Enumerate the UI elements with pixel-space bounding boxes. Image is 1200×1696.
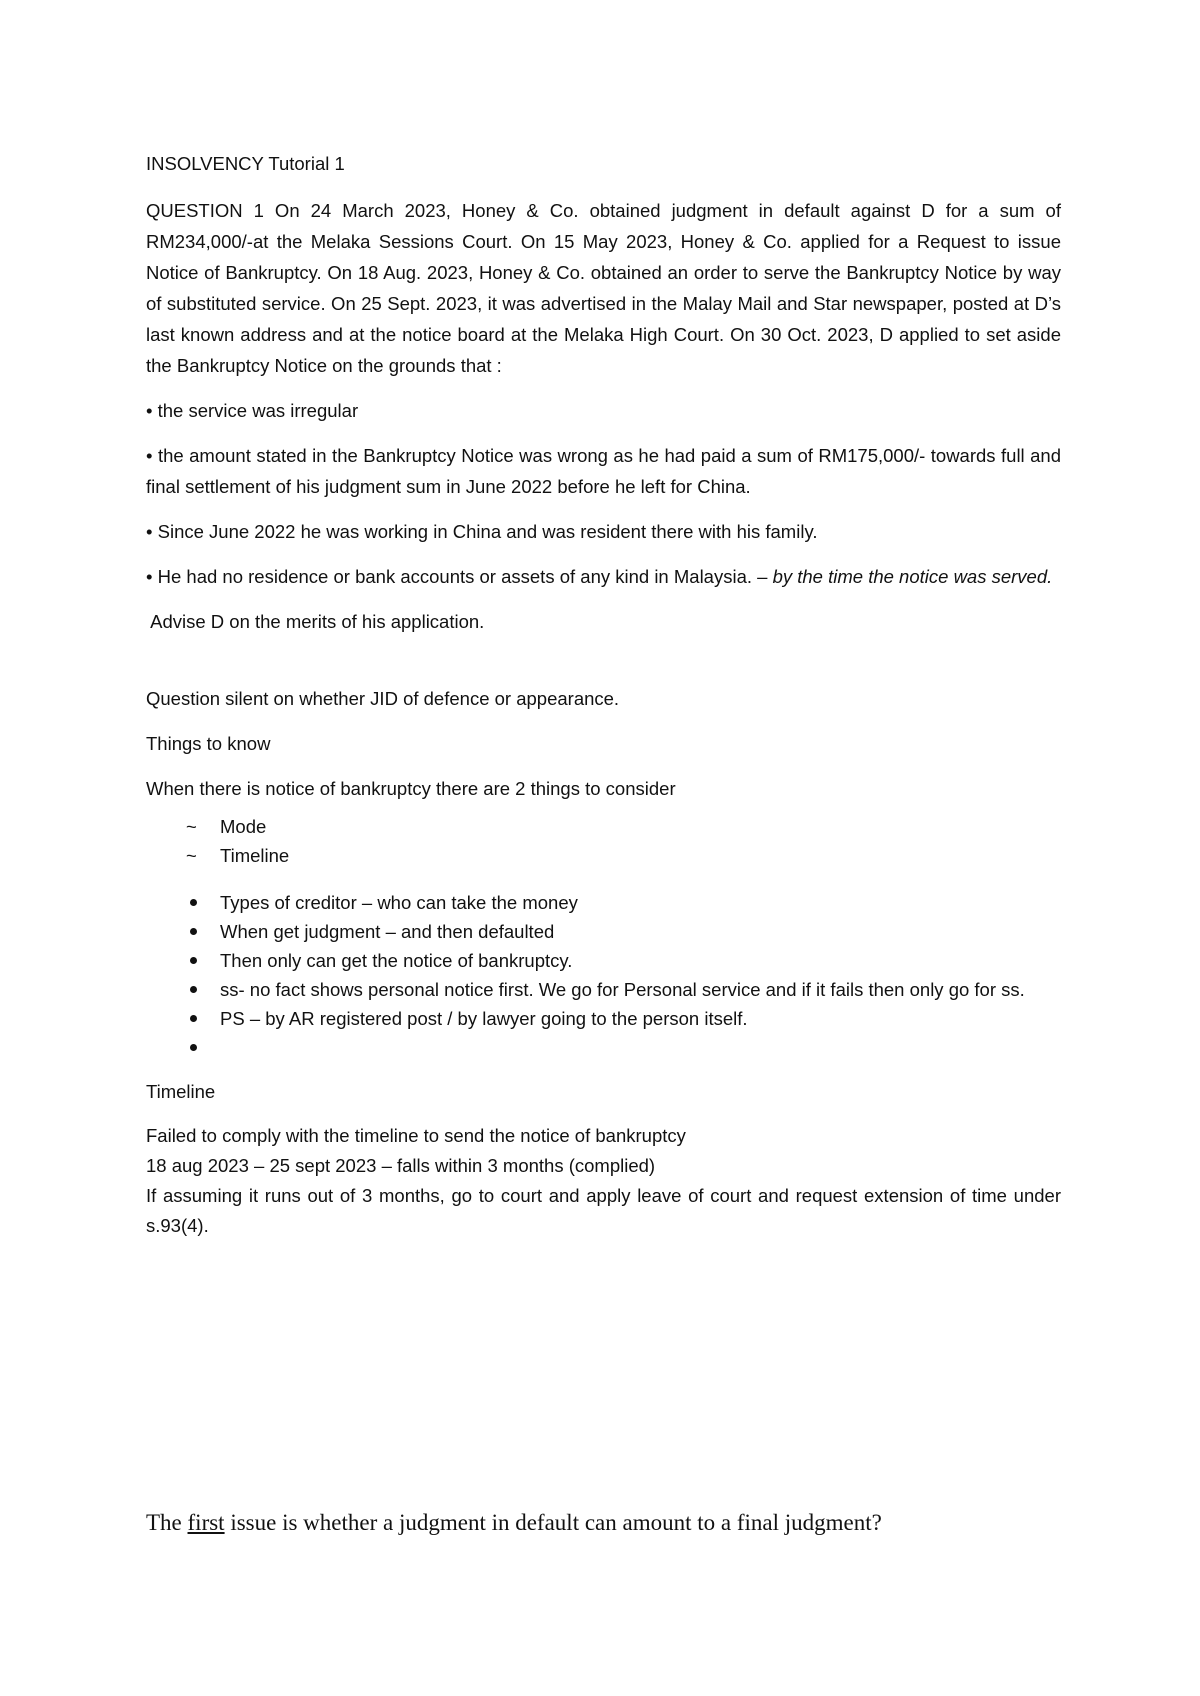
ground-text: • He had no residence or bank accounts or assets of any kind in Malaysia. – <box>146 566 773 587</box>
consider-list <box>146 812 1061 870</box>
notice-consider-line: When there is notice of bankruptcy there are 2 things to consider <box>146 778 676 799</box>
ground-item: • Since June 2022 he was working in China and was resident there with his family. <box>146 521 818 542</box>
bullet-icon <box>190 899 197 906</box>
timeline-heading: Timeline <box>146 1081 216 1102</box>
list-item <box>146 812 1061 841</box>
tilde-marker: ~ <box>186 816 197 837</box>
list-item <box>146 975 1061 1004</box>
list-item <box>146 917 1061 946</box>
note-text: Then only can get the notice of bankruptcy. <box>220 950 573 971</box>
advise-line: Advise D on the merits of his application. <box>146 611 485 632</box>
ground-item: • the amount stated in the Bankruptcy Notice was wrong as he had paid a sum of RM175,000/- towards full and final settlement of his judgment sum in June 2022 before he left for China. <box>146 445 1061 497</box>
silent-note: Question silent on whether JID of defence or appearance. <box>146 688 620 709</box>
list-item <box>146 1033 1061 1062</box>
first-issue-statement <box>146 1508 1061 1538</box>
bullet-icon <box>190 1044 197 1051</box>
ground-item: • the service was irregular <box>146 400 359 421</box>
timeline-line: Failed to comply with the timeline to send the notice of bankruptcy <box>146 1125 686 1146</box>
consider-item-mode: Mode <box>220 816 267 837</box>
ground-item <box>146 561 1061 592</box>
note-text: Types of creditor – who can take the money <box>220 892 578 913</box>
document-title: INSOLVENCY Tutorial 1 <box>146 153 345 174</box>
timeline-line: 18 aug 2023 – 25 sept 2023 – falls within 3 months (complied) <box>146 1155 656 1176</box>
bullet-icon <box>190 1015 197 1022</box>
note-text: When get judgment – and then defaulted <box>220 921 555 942</box>
list-item <box>146 1004 1061 1033</box>
consider-item-timeline: Timeline <box>220 845 290 866</box>
notes-list <box>146 888 1061 1062</box>
timeline-notes <box>146 1121 1061 1241</box>
things-to-know-heading: Things to know <box>146 733 271 754</box>
bullet-icon <box>190 957 197 964</box>
bullet-icon <box>190 928 197 935</box>
list-item <box>146 888 1061 917</box>
question-paragraph: QUESTION 1 On 24 March 2023, Honey & Co. obtained judgment in default against D for a sum of RM234,000/-at the Melaka Sessions Court. On 15 May 2023, Honey & Co. applied for a Request to issue Notice of Bankruptcy. On 18 Aug. 2023, Honey & Co. obtained an order to serve the Bankruptcy Notice by way of substituted service. On 25 Sept. 2023, it was advertised in the Malay Mail and Star newspaper, posted at D’s last known address and at the notice board at the Melaka High Court. On 30 Oct. 2023, D applied to set aside the Bankruptcy Notice on the grounds that : <box>146 200 1061 376</box>
timeline-line: If assuming it runs out of 3 months, go to court and apply leave of court and request extension of time under s.93(4). <box>146 1185 1061 1236</box>
issue-prefix: The <box>146 1510 188 1535</box>
list-item <box>146 841 1061 870</box>
note-text: ss- no fact shows personal notice first. We go for Personal service and if it fails then only go for ss. <box>220 979 1025 1000</box>
document-body <box>146 148 1061 1241</box>
list-item <box>146 946 1061 975</box>
ground-italic-note: by the time the notice was served. <box>772 566 1053 587</box>
bullet-icon <box>190 986 197 993</box>
issue-underlined-word: first <box>187 1510 225 1535</box>
issue-suffix: issue is whether a judgment in default can amount to a final judgment? <box>224 1510 882 1535</box>
note-text: PS – by AR registered post / by lawyer going to the person itself. <box>220 1008 748 1029</box>
tilde-marker: ~ <box>186 845 197 866</box>
